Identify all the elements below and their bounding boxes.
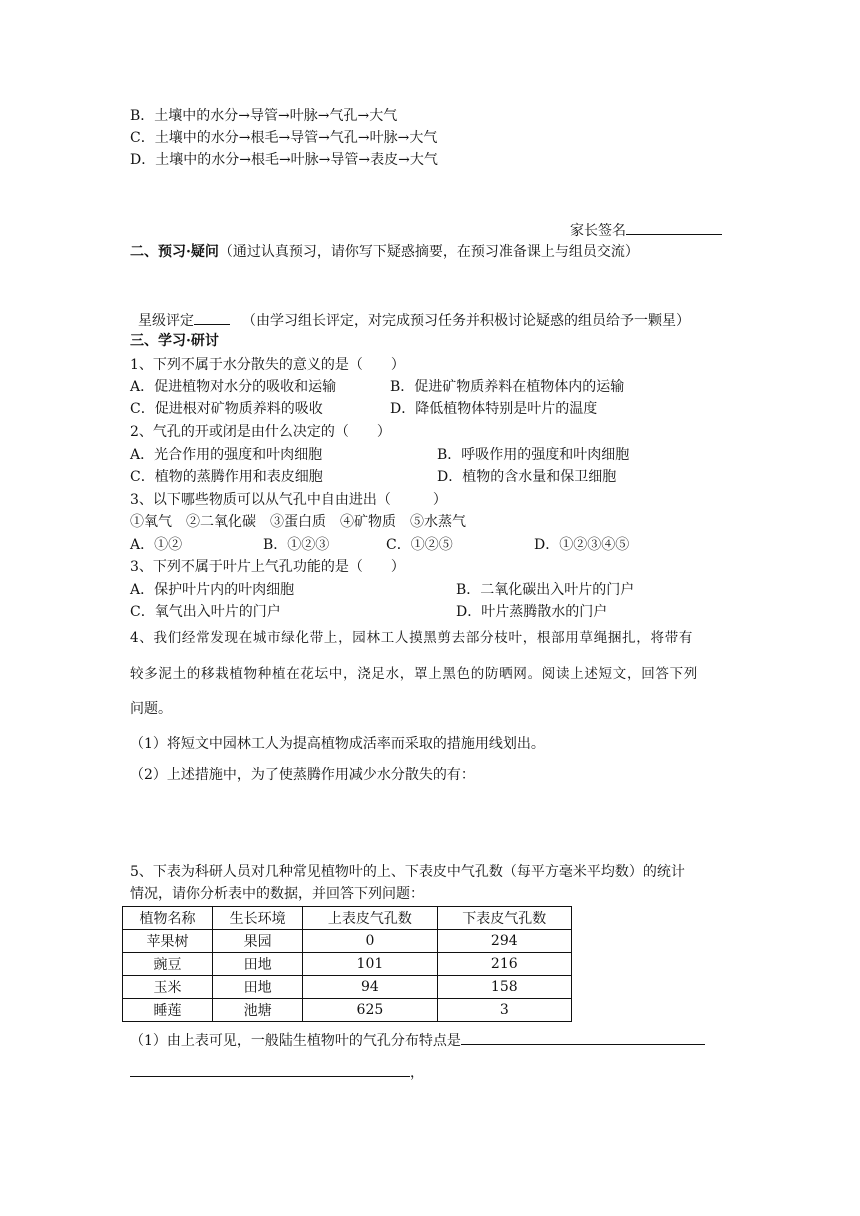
parent-signature [570,220,722,241]
option-c: C．土壤中的水分→根毛→导管→气孔→叶脉→大气 [130,130,438,146]
table-cell: 625 [303,999,437,1022]
option-b: B．土壤中的水分→导管→叶脉→气孔→大气 [130,108,398,124]
q5-intro-line1: 5、下表为科研人员对几种常见植物叶的上、下表皮中气孔数（每平方毫米平均数）的统计 [130,864,685,880]
table-cell: 田地 [213,976,303,999]
table-row [123,953,572,976]
section2-note: （通过认真预习，请你写下疑惑摘要，在预习准备课上与组员交流） [218,244,639,260]
option-d: D．土壤中的水分→根毛→叶脉→导管→表皮→大气 [130,152,438,168]
q3a-option-b: B．①②③ [263,537,330,553]
parent-signature-label: 家长签名 [570,223,626,239]
q3a-option-a: A．①② [130,537,183,553]
table-cell: 豌豆 [123,953,213,976]
q2-stem: 2、气孔的开或闭是由什么决定的（ ） [130,424,391,440]
table-row [123,930,572,953]
q4-sub2: （2）上述措施中，为了使蒸腾作用减少水分散失的有： [130,767,475,783]
table-header-cell: 生长环境 [213,907,303,930]
section2-heading [130,242,639,262]
table-cell: 田地 [213,953,303,976]
table-cell: 94 [303,976,437,999]
q1-option-d: D．降低植物体特别是叶片的温度 [390,401,598,417]
table-cell: 101 [303,953,437,976]
q1-option-a: A．促进植物对水分的吸收和运输 [130,379,337,395]
q4-passage-line1: 4、我们经常发现在城市绿化带上，园林工人摸黑剪去部分枝叶，根部用草绳捆扎，将带有 [130,630,694,646]
q3b-option-c: C．氧气出入叶片的门户 [130,604,281,620]
q2-option-d: D．植物的含水量和保卫细胞 [437,469,617,485]
table-header-cell: 下表皮气孔数 [437,907,571,930]
table-cell: 158 [437,976,571,999]
answer-blank-1[interactable] [461,1030,705,1045]
stomata-table [122,906,572,1022]
q5-intro-line2: 情况，请你分析表中的数据，并回答下列问题： [130,886,424,902]
q4-passage-line3: 问题。 [130,701,172,717]
q3a-option-d: D．①②③④⑤ [534,537,630,553]
q4-passage-line2: 较多泥土的移栽植物种植在花坛中，浇足水，罩上黑色的防晒网。阅读上述短文，回答下列 [130,666,698,682]
q3a-stem: 3、以下哪些物质可以从气孔中自由进出（ ） [130,492,447,508]
q5-end-mark: ， [410,1065,424,1081]
q2-option-c: C．植物的蒸腾作用和表皮细胞 [130,469,323,485]
q2-option-b: B．呼吸作用的强度和叶肉细胞 [437,447,630,463]
table-cell: 睡莲 [123,999,213,1022]
signature-blank[interactable] [626,220,722,235]
table-header-row [123,907,572,930]
q3b-option-d: D．叶片蒸腾散水的门户 [456,604,608,620]
table-cell: 3 [437,999,571,1022]
section2-title: 二、预习·疑问 [130,244,219,260]
table-row [123,999,572,1022]
table-cell: 果园 [213,930,303,953]
table-cell: 玉米 [123,976,213,999]
q1-stem: 1、下列不属于水分散失的意义的是（ ） [130,357,405,373]
section3-title: 三、学习·研讨 [130,333,219,349]
rating-label: 星级评定 [138,313,194,329]
q5-sub1 [130,1030,705,1051]
q3a-items: ①氧气 ②二氧化碳 ③蛋白质 ④矿物质 ⑤水蒸气 [130,514,466,530]
table-header-cell: 上表皮气孔数 [303,907,437,930]
table-row [123,976,572,999]
table-cell: 池塘 [213,999,303,1022]
rating-blank[interactable] [194,310,230,325]
q4-sub1: （1）将短文中园林工人为提高植物成活率而采取的措施用线划出。 [130,736,545,752]
q5-sub1-text: （1）由上表可见，一般陆生植物叶的气孔分布特点是 [130,1033,461,1049]
q1-option-b: B．促进矿物质养料在植物体内的运输 [390,379,625,395]
answer-blank-2[interactable] [130,1062,410,1077]
q1-option-c: C．促进根对矿物质养料的吸收 [130,401,323,417]
table-header-cell: 植物名称 [123,907,213,930]
rating-note: （由学习组长评定，对完成预习任务并积极讨论疑惑的组员给予一颗星） [242,313,690,329]
q2-option-a: A．光合作用的强度和叶肉细胞 [130,447,323,463]
table-cell: 216 [437,953,571,976]
q3b-option-b: B．二氧化碳出入叶片的门户 [456,582,635,598]
table-cell: 0 [303,930,437,953]
table-cell: 苹果树 [123,930,213,953]
table-cell: 294 [437,930,571,953]
q5-sub1-continued [130,1062,424,1083]
rating-line [138,310,690,331]
q3a-option-c: C．①②⑤ [386,537,453,553]
q3b-stem: 3、下列不属于叶片上气孔功能的是（ ） [130,559,405,575]
q3b-option-a: A．保护叶片内的叶肉细胞 [130,582,295,598]
